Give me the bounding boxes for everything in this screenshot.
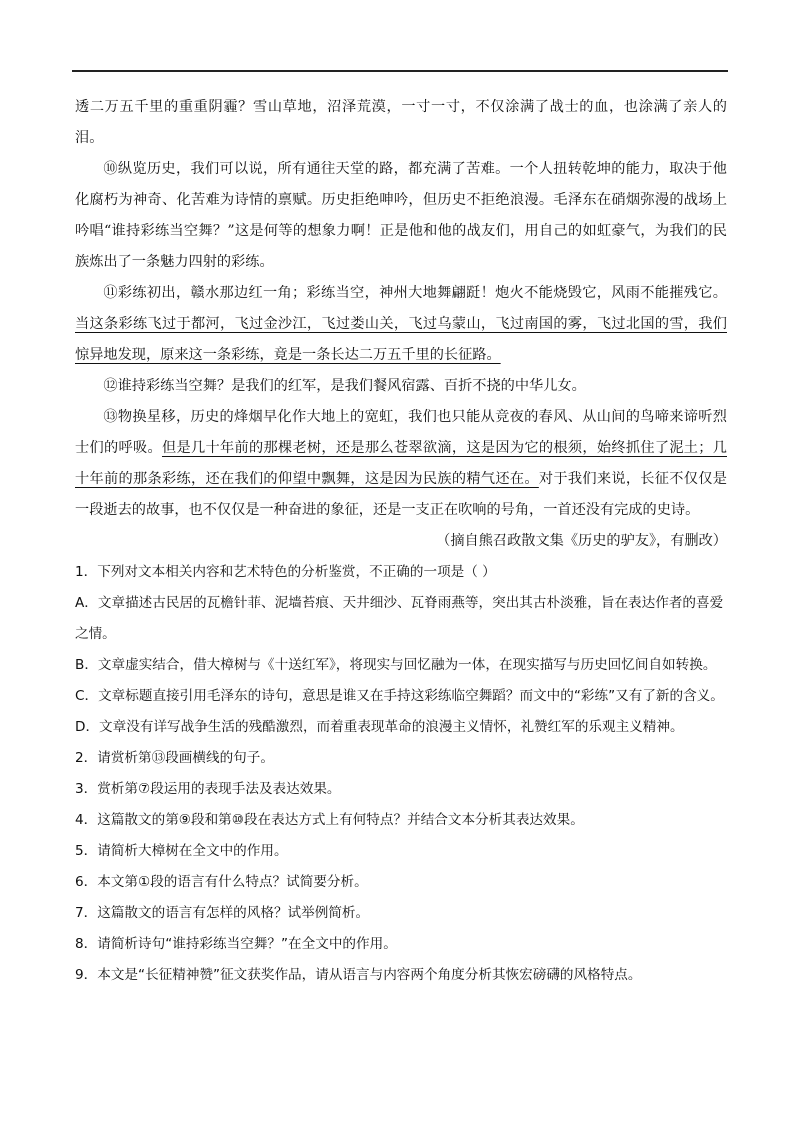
passage-paragraph-9-end: 透二万五千里的重重阴霾？雪山草地，沼泽荒漠，一寸一寸，不仅涂满了战士的血，也涂满了亲人的泪。 bbox=[75, 99, 727, 146]
question-3: 3．赏析第⑦段运用的表现手法及表达效果。 bbox=[75, 781, 341, 797]
question-1-option-a: A．文章描述古民居的瓦檐针菲、泥墙苔痕、天井细沙、瓦脊雨燕等，突出其古朴淡雅，旨在表达作者的喜爱之情。 bbox=[75, 595, 724, 642]
paragraph-11-text: ⑪彩练初出，赣水那边红一角；彩练当空，神州大地舞翩跹！炮火不能烧毁它，风雨不能摧残它。 bbox=[103, 285, 727, 301]
question-1-option-b: B．文章虚实结合，借大樟树与《十送红军》，将现实与回忆融为一体，在现实描写与历史回忆间自如转换。 bbox=[75, 657, 717, 673]
question-9: 9．本文是“长征精神赞”征文获奖作品，请从语言与内容两个角度分析其恢宏磅礴的风格特点。 bbox=[75, 967, 642, 983]
question-8: 8．请简析诗句“谁持彩练当空舞？”在全文中的作用。 bbox=[75, 936, 397, 952]
passage-paragraph-13 bbox=[75, 402, 727, 526]
question-1: 1．下列对文本相关内容和艺术特色的分析鉴赏，不正确的一项是（ ） bbox=[75, 564, 496, 580]
passage-paragraph-12: ⑫谁持彩练当空舞？是我们的红军，是我们餐风宿露、百折不挠的中华儿女。 bbox=[103, 378, 586, 394]
header-rule bbox=[72, 70, 728, 72]
source-citation: （摘自熊召政散文集《历史的驴友》，有删改） bbox=[436, 533, 727, 549]
passage-paragraph-10: ⑩纵览历史，我们可以说，所有通往天堂的路，都充满了苦难。一个人扭转乾坤的能力，取决于他化腐朽为神奇、化苦难为诗情的禀赋。历史拒绝呻吟，但历史不拒绝浪漫。毛泽东在硝烟弥漫的战场上吟唱“谁持彩练当空舞？”这是何等的想象力啊！正是他和他的战友们，用自己的如虹豪气，为我们的民族炼出了一条魅力四射的彩练。 bbox=[75, 161, 727, 270]
question-7: 7．这篇散文的语言有怎样的风格？试举例简析。 bbox=[75, 905, 370, 921]
paragraph-13-underlined: 但是几十年前的那棵老树，还是那么苍翠欲滴，这是因为它的根须，始终抓住了泥土；几十年前的那条彩练，还在我们的仰望中飘舞，这是因为民族的精气还在。 bbox=[75, 440, 727, 487]
paragraph-11-underlined: 当这条彩练飞过于都河，飞过金沙江，飞过娄山关，飞过乌蒙山，飞过南国的雾，飞过北国的雪，我们惊异地发现，原来这一条彩练，竟是一条长达二万五千里的长征路。 bbox=[75, 316, 727, 363]
paragraph-13-text: ⑬物换星移，历史的烽烟早化作大地上的宽虹，我们也只能从竞夜的春风、从山间的鸟啼来谛听烈士们的呼吸。 bbox=[75, 409, 727, 456]
question-2: 2．请赏析第⑬段画横线的句子。 bbox=[75, 750, 274, 766]
question-5: 5．请简析大樟树在全文中的作用。 bbox=[75, 843, 288, 859]
question-1-option-c: C．文章标题直接引用毛泽东的诗句，意思是谁又在手持这彩练临空舞蹈？而文中的“彩练”又有了新的含义。 bbox=[75, 688, 724, 704]
question-6: 6．本文第①段的语言有什么特点？试简要分析。 bbox=[75, 874, 368, 890]
question-1-option-d: D．文章没有详写战争生活的残酷激烈，而着重表现革命的浪漫主义情怀，礼赞红军的乐观主义精神。 bbox=[75, 719, 684, 735]
question-4: 4．这篇散文的第⑨段和第⑩段在表达方式上有何特点？并结合文本分析其表达效果。 bbox=[75, 812, 584, 828]
passage-paragraph-11 bbox=[75, 278, 727, 371]
document-body bbox=[75, 92, 727, 991]
paragraph-13-tail: 对于我们来说，长征不仅仅是一段逝去的故事，也不仅仅是一种奋进的象征，还是一支正在吹响的号角，一首还没有完成的史诗。 bbox=[75, 471, 727, 518]
